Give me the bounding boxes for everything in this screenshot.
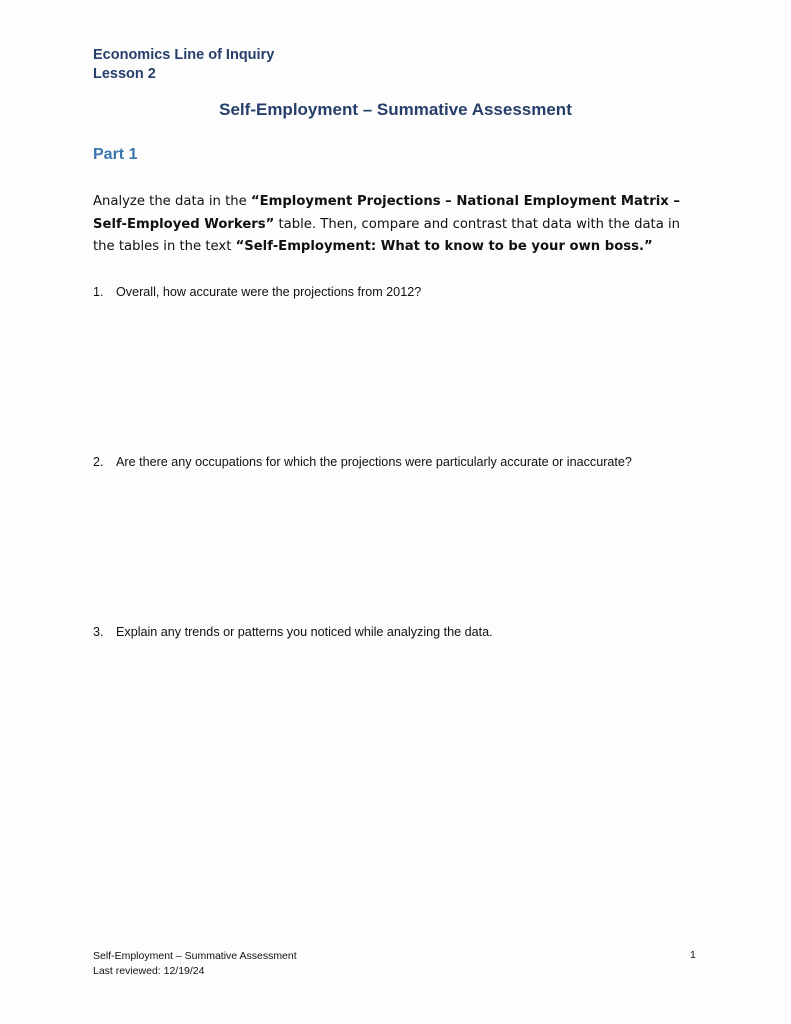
instructions-text-2: table. Then, compare and contrast that data with the data in the tables in the text [93, 216, 680, 254]
text-reference: “Self-Employment: What to know to be your own boss.” [235, 239, 653, 254]
question-number: 2. [93, 455, 104, 469]
footer-last-reviewed: Last reviewed: 12/19/24 [93, 965, 205, 977]
page-number: 1 [690, 949, 696, 961]
question-text: Overall, how accurate were the projections from 2012? [116, 285, 422, 299]
footer [93, 949, 297, 979]
question-2 [93, 455, 703, 469]
part-heading: Part 1 [93, 146, 138, 163]
answer-area-3[interactable] [93, 650, 703, 920]
answer-area-1[interactable] [93, 310, 703, 440]
course-name: Economics Line of Inquiry [93, 47, 275, 63]
question-number: 3. [93, 625, 104, 639]
page-title: Self-Employment – Summative Assessment [219, 100, 572, 119]
instructions-text-1: Analyze the data in the [93, 194, 251, 209]
question-1 [93, 285, 703, 299]
question-3 [93, 625, 703, 639]
table-reference: “Employment Projections – National Employment Matrix – Self-Employed Workers” [93, 194, 680, 232]
instructions-paragraph [93, 191, 703, 259]
question-text: Explain any trends or patterns you noticed while analyzing the data. [116, 625, 493, 639]
footer-doc-name: Self-Employment – Summative Assessment [93, 950, 297, 962]
answer-area-2[interactable] [93, 480, 703, 610]
question-text: Are there any occupations for which the projections were particularly accurate or inaccurate? [116, 455, 632, 469]
document-header [93, 46, 274, 84]
lesson-label: Lesson 2 [93, 66, 156, 82]
question-number: 1. [93, 285, 104, 299]
